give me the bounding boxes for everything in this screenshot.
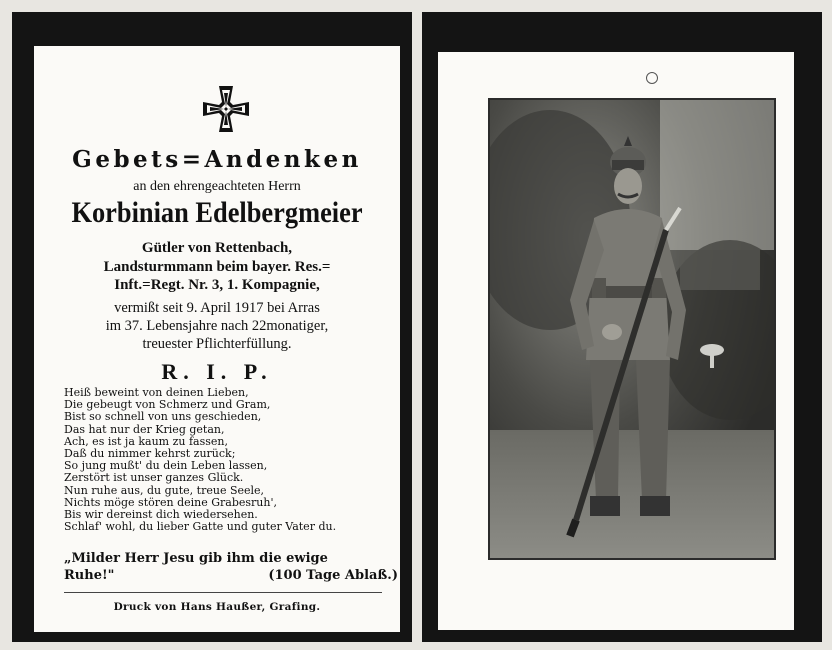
poem-line: Bist so schnell von uns geschieden, bbox=[64, 410, 262, 424]
poem-line: Heiß beweint von deinen Lieben, bbox=[64, 386, 249, 399]
memorial-poem bbox=[64, 387, 394, 533]
soldier-portrait-photo bbox=[490, 100, 774, 558]
honor-line: an den ehrengeachteten Herrn bbox=[133, 179, 301, 194]
prayer-ending: Ruhe!" bbox=[64, 568, 115, 583]
indulgence-note: (100 Tage Ablaß.) bbox=[268, 568, 398, 583]
prayer-line-2 bbox=[64, 567, 398, 584]
poem-line: Daß du nimmer kehrst zurück; bbox=[64, 447, 236, 461]
missing-line-2: im 37. Lebensjahre nach 22monatiger, bbox=[105, 318, 329, 334]
right-card-border bbox=[422, 12, 822, 642]
occupation-line: Gütler von Rettenbach, bbox=[141, 240, 293, 256]
poem-line: Schlaf' wohl, du lieber Gatte und guter Vater du. bbox=[64, 520, 337, 534]
photo-frame bbox=[488, 98, 776, 560]
missing-line-1: vermißt seit 9. April 1917 bei Arras bbox=[114, 300, 320, 316]
pin-mark bbox=[646, 72, 658, 84]
unit-line-2: Inft.=Regt. Nr. 3, 1. Kompagnie, bbox=[114, 277, 320, 293]
poem-line: Bis wir dereinst dich wiedersehen. bbox=[64, 508, 258, 522]
poem-line: Ach, es ist ja kaum zu fassen, bbox=[64, 434, 229, 448]
left-card-border bbox=[12, 12, 412, 642]
divider-line bbox=[64, 592, 382, 593]
deceased-name: Korbinian Edelbergmeier bbox=[71, 196, 363, 229]
missing-line-3: treuester Pflichterfüllung. bbox=[142, 336, 292, 352]
poem-line: Nichts möge stören deine Grabesruh', bbox=[64, 495, 277, 509]
unit-line-1: Landsturmmann beim bayer. Res.= bbox=[103, 259, 331, 275]
left-card-sheet bbox=[34, 46, 400, 632]
rip-text: R. I. P. bbox=[161, 359, 273, 384]
poem-line: Nun ruhe aus, du gute, treue Seele, bbox=[64, 483, 265, 497]
poem-line: Die gebeugt von Schmerz und Gram, bbox=[64, 398, 271, 412]
iron-cross-icon bbox=[199, 82, 253, 136]
prayer-block bbox=[64, 550, 398, 584]
poem-line: Das hat nur der Krieg getan, bbox=[64, 422, 225, 436]
poem-line: So jung mußt' du dein Leben lassen, bbox=[64, 459, 268, 473]
prayer-line-1: „Milder Herr Jesu gib ihm die ewige bbox=[64, 551, 328, 566]
memorial-heading: Gebets=Andenken bbox=[72, 146, 362, 173]
poem-line: Zerstört ist unser ganzes Glück. bbox=[64, 471, 244, 485]
printer-credit: Druck von Hans Haußer, Grafing. bbox=[113, 601, 321, 613]
right-card-sheet bbox=[438, 52, 794, 630]
